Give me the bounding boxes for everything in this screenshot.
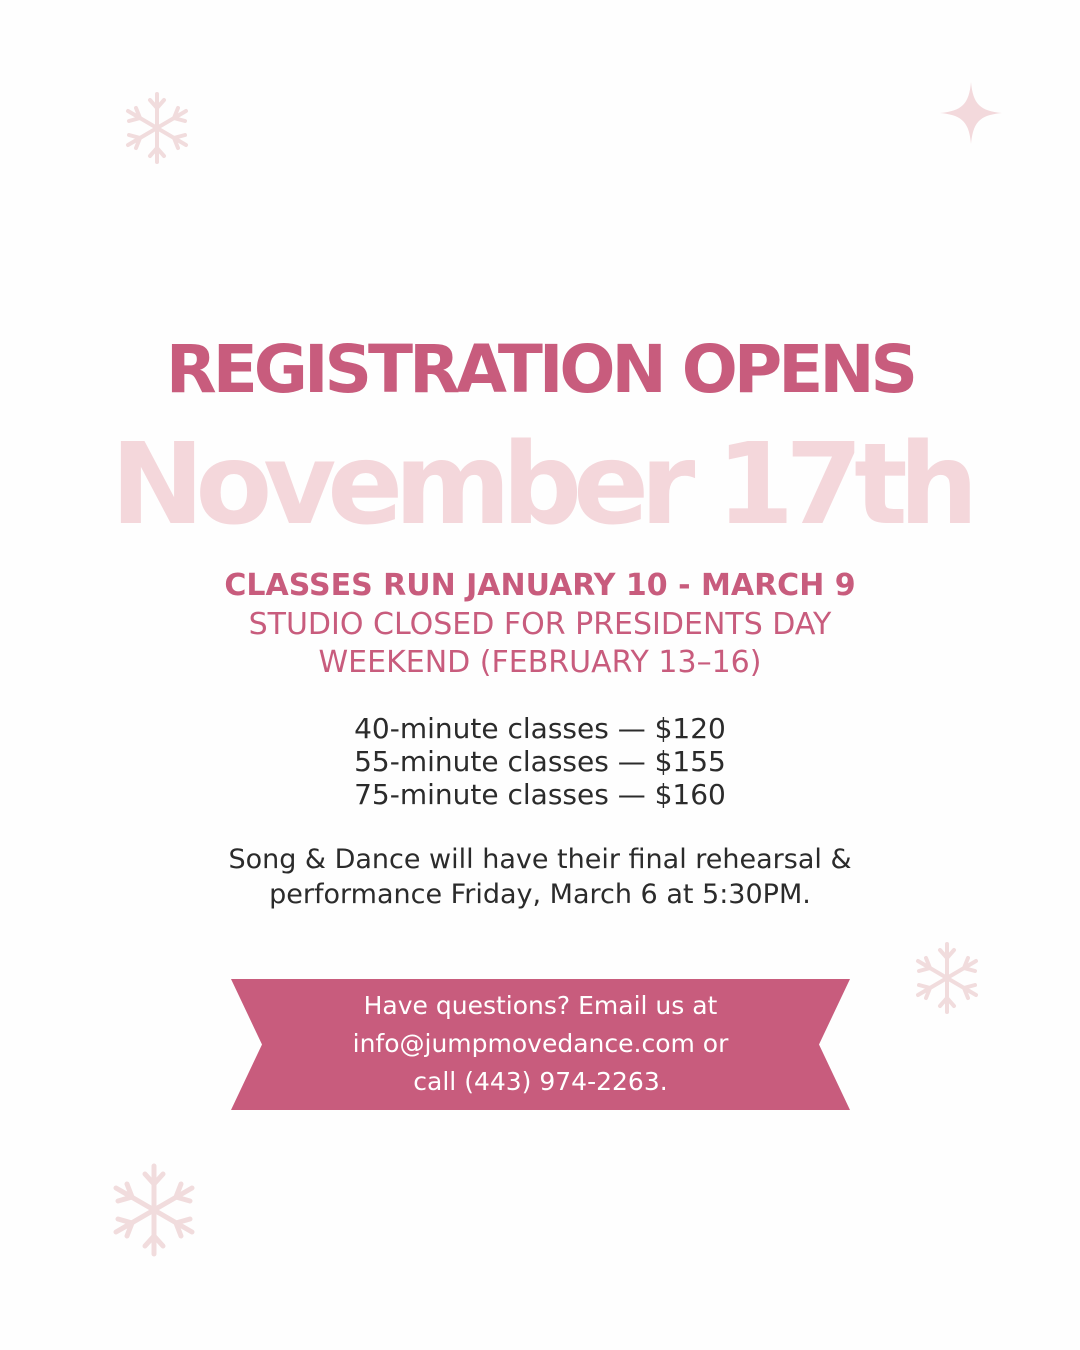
pricing-item: 40-minute classes — $120	[354, 712, 726, 745]
registration-headline: REGISTRATION OPENS	[165, 331, 915, 408]
snowflake-icon	[106, 1162, 202, 1258]
performance-line-1: Song & Dance will have their final rehearsal &	[228, 844, 852, 875]
studio-closed-notice	[0, 606, 1080, 682]
contact-banner	[231, 979, 850, 1110]
sparkle-icon	[940, 82, 1002, 144]
pricing-item: 75-minute classes — $160	[354, 778, 726, 811]
contact-email-line[interactable]: info@jumpmovedance.com or	[352, 1029, 729, 1058]
snowflake-icon	[910, 941, 984, 1015]
studio-closed-line-1: STUDIO CLOSED FOR PRESIDENTS DAY	[248, 607, 832, 642]
pricing-item: 55-minute classes — $155	[354, 745, 726, 778]
performance-note	[0, 842, 1080, 912]
date-headline: November 17th	[110, 420, 970, 550]
contact-line-1: Have questions? Email us at	[363, 991, 718, 1020]
snowflake-icon	[120, 91, 194, 165]
contact-phone-line[interactable]: call (443) 974-2263.	[413, 1067, 668, 1096]
classes-run-text: CLASSES RUN JANUARY 10 - MARCH 9	[224, 568, 856, 603]
performance-line-2: performance Friday, March 6 at 5:30PM.	[269, 879, 811, 910]
pricing-list	[0, 712, 1080, 811]
studio-closed-line-2: WEEKEND (FEBRUARY 13–16)	[318, 645, 762, 680]
contact-text	[231, 987, 850, 1101]
